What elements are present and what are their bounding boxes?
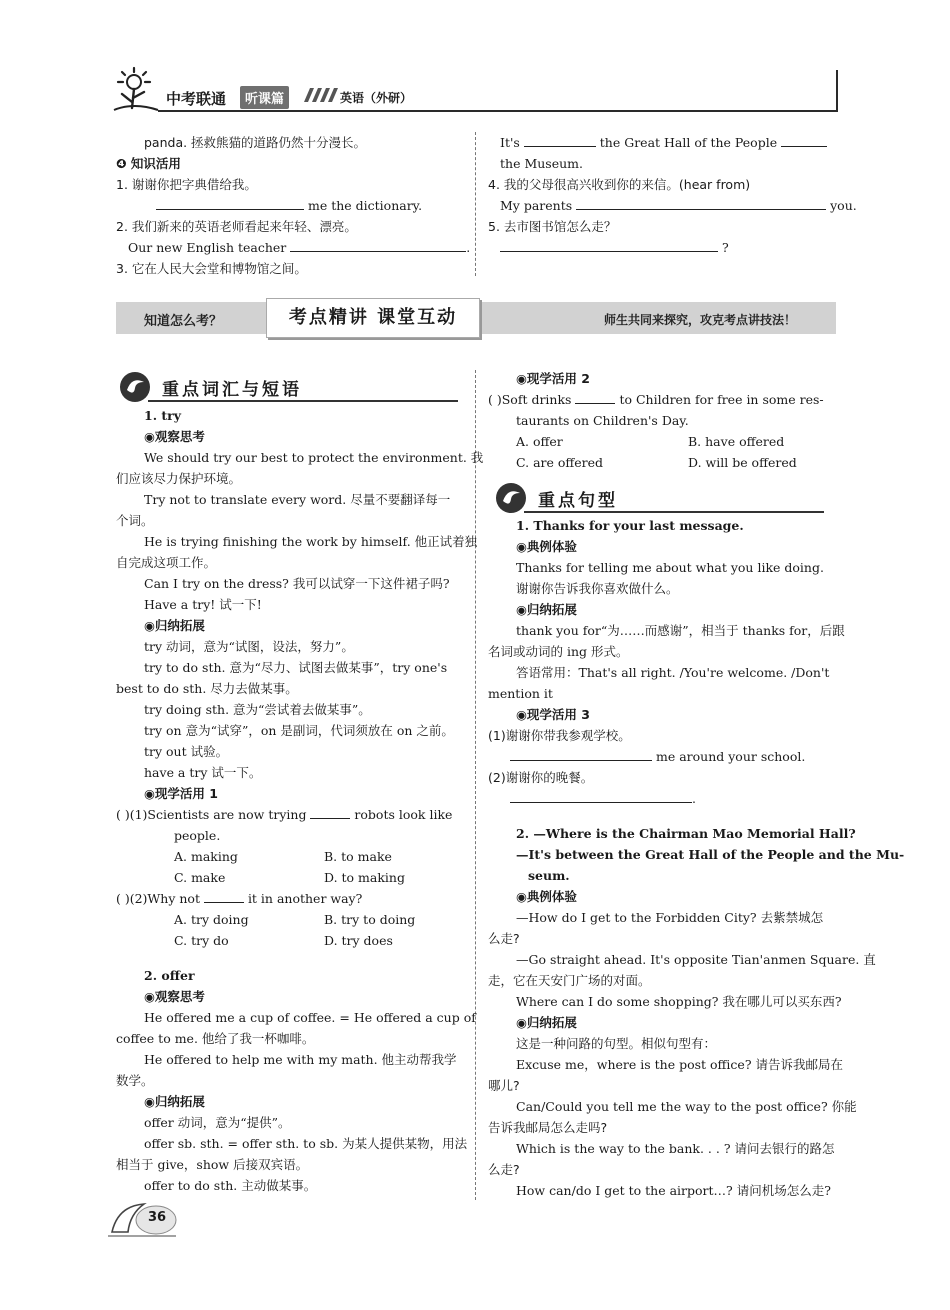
answer-blank[interactable] [156, 196, 304, 210]
text-line: —Go straight ahead. It's opposite Tian'anmen Square. 直 [516, 952, 876, 967]
answer-blank[interactable] [310, 805, 350, 819]
text-line: the Museum. [500, 156, 583, 171]
exercise-prompt: 1. 谢谢你把字典借给我。 [116, 177, 257, 192]
answer-blank[interactable] [576, 196, 826, 210]
column-divider [475, 132, 476, 276]
column-divider [475, 370, 476, 1200]
answer-blank[interactable] [575, 390, 615, 404]
exercise-answer-line: ? [488, 237, 838, 258]
text-line: Where can I do some shopping? 我在哪儿可以买东西? [516, 994, 842, 1009]
page-number: 36 [148, 1210, 167, 1225]
page-number-badge [108, 1198, 178, 1238]
answer-blank[interactable] [500, 238, 718, 252]
section-underline [148, 400, 458, 402]
sub-heading: ◉归纳拓展 [144, 1094, 205, 1109]
sub-heading: ◉归纳拓展 [516, 1015, 577, 1030]
sub-heading: ◉现学活用 3 [516, 707, 590, 722]
option-row [488, 452, 838, 473]
option-c[interactable]: C. make [174, 870, 226, 885]
sentences-column [488, 515, 905, 1201]
option-b[interactable]: B. have offered [688, 434, 785, 449]
section-title: 重点词汇与短语 [162, 380, 302, 400]
top-left-column [116, 132, 471, 279]
option-d[interactable]: D. will be offered [688, 455, 797, 470]
text-line: offer 动词，意为“提供”。 [144, 1115, 291, 1130]
text-line: He is trying finishing the work by himself. 他正试着独 [144, 534, 478, 549]
text-line: try to do sth. 意为“尽力、试图去做某事”，try one's [144, 660, 448, 675]
option-a[interactable]: A. offer [516, 434, 563, 449]
exercise-prompt: (2)谢谢你的晚餐。 [488, 770, 594, 785]
answer-blank[interactable] [510, 789, 692, 803]
option-b[interactable]: B. to make [324, 849, 392, 864]
exercise-answer-line: . [488, 788, 838, 809]
text-line: 谢谢你告诉我你喜欢做什么。 [516, 581, 679, 596]
swirl-icon [118, 370, 152, 404]
page-header [108, 64, 838, 114]
section-title: 重点句型 [538, 491, 618, 511]
text-line: 告诉我邮局怎么走吗? [488, 1120, 608, 1135]
text-line: He offered me a cup of coffee. = He offered a cup of [144, 1010, 476, 1025]
answer-blank[interactable] [204, 889, 244, 903]
sub-heading: ◉观察思考 [144, 429, 205, 444]
item-heading: 1. Thanks for your last message. [516, 518, 744, 533]
item-heading: 1. try [144, 408, 182, 423]
text-line: coffee to me. 他给了我一杯咖啡。 [116, 1031, 315, 1046]
exercise-prompt: 3. 它在人民大会堂和博物馆之间。 [116, 261, 307, 276]
sub-heading: ◉现学活用 1 [144, 786, 218, 801]
text-line: Thanks for telling me about what you like doing. [516, 560, 824, 575]
option-row [116, 867, 466, 888]
text-line: 相当于 give，show 后接双宾语。 [116, 1157, 309, 1172]
option-c[interactable]: C. are offered [516, 455, 604, 470]
text-line: try doing sth. 意为“尝试着去做某事”。 [144, 702, 371, 717]
exercise-answer-line: It's the Great Hall of the People [488, 132, 838, 153]
option-row [488, 431, 838, 452]
item-heading: seum. [528, 868, 570, 883]
text-line: 个词。 [116, 513, 154, 528]
option-a[interactable]: A. making [174, 849, 238, 864]
section-heading-vocab [118, 370, 458, 404]
text-line: 们应该尽力保护环境。 [116, 471, 242, 486]
answer-blank[interactable] [524, 133, 596, 147]
option-b[interactable]: B. try to doing [324, 912, 416, 927]
section-underline [524, 511, 824, 513]
exercise-question: ( )(1)Scientists are now trying robots look like [116, 807, 453, 822]
header-tag: 听课篇 [240, 86, 289, 109]
banner-right-text: 师生共同来探究，攻克考点讲技法！ [603, 313, 796, 327]
top-right-column [488, 132, 857, 258]
exercise-prompt: 2. 我们新来的英语老师看起来年轻、漂亮。 [116, 219, 357, 234]
text-line: best to do sth. 尽力去做某事。 [116, 681, 298, 696]
sub-heading: ◉典例体验 [516, 539, 577, 554]
item-heading: 2. offer [144, 968, 195, 983]
text-line: He offered to help me with my math. 他主动帮我学 [144, 1052, 457, 1067]
exercise-question: ( )Soft drinks to Children for free in some res- [488, 392, 824, 407]
text-line: try 动词，意为“试图，设法，努力”。 [144, 639, 354, 654]
text-line: taurants on Children's Day. [516, 413, 689, 428]
text-line: try out 试验。 [144, 744, 229, 759]
text-line: 哪儿? [488, 1078, 520, 1093]
text-line: panda. 拯救熊猫的道路仍然十分漫长。 [144, 135, 367, 150]
text-line: 答语常用：That's all right. /You're welcome. /Don't [516, 665, 830, 680]
text-line: 名词或动词的 ing 形式。 [488, 644, 629, 659]
spacer [488, 809, 838, 823]
option-d[interactable]: D. to making [324, 870, 405, 885]
exercise-question: ( )(2)Why not it in another way? [116, 891, 363, 906]
exercise-answer-line: Our new English teacher . [128, 240, 471, 255]
option-row [116, 909, 466, 930]
text-line: people. [174, 828, 221, 843]
text-line: Excuse me，where is the post office? 请告诉我邮局在 [516, 1057, 844, 1072]
option-row [116, 846, 466, 867]
banner-left-text: 知道怎么考？ [144, 314, 223, 329]
option-c[interactable]: C. try do [174, 933, 229, 948]
text-line: Can I try on the dress? 我可以试穿一下这件裙子吗? [144, 576, 450, 591]
brand-name: 中考联通 [166, 90, 227, 108]
text-line: We should try our best to protect the environment. 我 [144, 450, 484, 465]
sun-tree-logo-icon [108, 64, 166, 114]
text-line: Which is the way to the bank. . . ? 请问去银行的路怎 [516, 1141, 835, 1156]
text-line: 走，它在天安门广场的对面。 [488, 973, 651, 988]
text-line: 数学。 [116, 1073, 154, 1088]
header-subject: 英语（外研） [340, 91, 413, 105]
text-line: offer sb. sth. = offer sth. to sb. 为某人提供某物，用法 [144, 1136, 468, 1151]
text-line: 自完成这项工作。 [116, 555, 217, 570]
answer-blank[interactable] [781, 133, 827, 147]
text-line: have a try 试一下。 [144, 765, 262, 780]
text-line: Can/Could you tell me the way to the post office? 你能 [516, 1099, 857, 1114]
text-line: 么走? [488, 931, 520, 946]
text-line: offer to do sth. 主动做某事。 [144, 1178, 317, 1193]
option-d[interactable]: D. try does [324, 933, 393, 948]
sub-heading: ◉归纳拓展 [144, 618, 205, 633]
item-heading: —It's between the Great Hall of the People and the Mu- [516, 847, 905, 862]
sub-heading: ◉归纳拓展 [516, 602, 577, 617]
header-vertical-rule [836, 70, 838, 112]
text-line: mention it [488, 686, 553, 701]
exercise-2-block [488, 368, 838, 473]
section-label: ❹ 知识活用 [116, 156, 181, 171]
section-heading-sentences [494, 481, 834, 515]
item-heading: 2. —Where is the Chairman Mao Memorial Hall? [516, 826, 856, 841]
text-line: Try not to translate every word. 尽量不要翻译每一 [144, 492, 451, 507]
banner-title: 考点精讲 课堂互动 [266, 298, 480, 338]
leaf-icon [108, 1198, 178, 1238]
spacer [116, 951, 466, 965]
exercise-answer-line: My parents you. [500, 198, 857, 213]
text-line: Have a try! 试一下! [144, 597, 262, 612]
option-row [116, 930, 466, 951]
exercise-prompt: 4. 我的父母很高兴收到你的来信。(hear from) [488, 177, 751, 192]
vocab-column [116, 405, 484, 1196]
sub-heading: ◉现学活用 2 [516, 371, 590, 386]
text-line: try on 意为“试穿”，on 是副词，代词须放在 on 之前。 [144, 723, 454, 738]
exercise-prompt: 5. 去市图书馆怎么走？ [488, 219, 617, 234]
swirl-icon [494, 481, 528, 515]
answer-blank[interactable] [510, 747, 652, 761]
sub-heading: ◉观察思考 [144, 989, 205, 1004]
text-line: 这是一种问路的句型。相似句型有： [516, 1036, 717, 1051]
exercise-answer-line: me around your school. [488, 746, 838, 767]
exercise-prompt: (1)谢谢你带我参观学校。 [488, 728, 631, 743]
stripes-icon [304, 88, 338, 102]
exercise-answer-line: me the dictionary. [116, 195, 466, 216]
text-line: 么走? [488, 1162, 520, 1177]
header-rule [158, 110, 838, 112]
text-line: —How do I get to the Forbidden City? 去紫禁城怎 [516, 910, 824, 925]
answer-blank[interactable] [290, 238, 466, 252]
section-banner [116, 302, 836, 334]
text-line: thank you for“为……而感谢”，相当于 thanks for，后跟 [516, 623, 845, 638]
option-a[interactable]: A. try doing [174, 912, 249, 927]
sub-heading: ◉典例体验 [516, 889, 577, 904]
text-line: How can/do I get to the airport…? 请问机场怎么走? [516, 1183, 831, 1198]
